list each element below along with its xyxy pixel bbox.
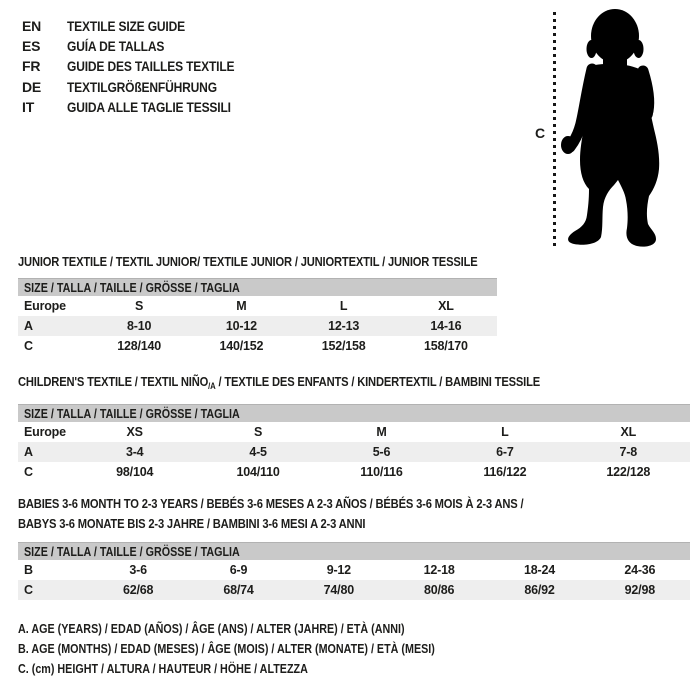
table-row-b xyxy=(18,560,690,580)
size-value-cell: 80/86 xyxy=(424,583,455,597)
size-value-cell: 24-36 xyxy=(624,563,656,577)
size-value-cell: 18-24 xyxy=(523,563,555,577)
size-header-bar xyxy=(18,404,690,422)
babies-size-table xyxy=(18,542,690,600)
language-code: DE xyxy=(22,78,42,95)
language-row xyxy=(22,36,262,56)
babies-section-title xyxy=(18,494,606,533)
language-row xyxy=(22,77,262,97)
size-header-label: SIZE / TALLA / TAILLE / GRÖSSE / TAGLIA xyxy=(24,280,240,295)
table-row-c xyxy=(18,462,690,482)
size-value-cell: 12-18 xyxy=(423,563,455,577)
size-value-cell: 62/68 xyxy=(123,583,154,597)
language-label: TEXTILGRÖßENFÜHRUNG xyxy=(67,78,217,95)
size-value-cell: 12-13 xyxy=(328,319,360,333)
size-header-label: SIZE / TALLA / TAILLE / GRÖSSE / TAGLIA xyxy=(24,406,240,421)
size-value-cell: L xyxy=(501,425,509,439)
size-value-cell: XL xyxy=(620,425,637,439)
size-value-cell: S xyxy=(135,299,144,313)
table-row-a xyxy=(18,316,497,336)
footnote-c-text: C. (cm) HEIGHT / ALTURA / HAUTEUR / HÖHE / ALTEZZA xyxy=(18,662,308,676)
size-value-cell: 116/122 xyxy=(483,465,527,479)
size-value-cell: 9-12 xyxy=(326,563,351,577)
children-title-post: / TEXTILE DES ENFANTS / KINDERTEXTIL / BAMBINI TESSILE xyxy=(215,374,541,389)
size-value-cell: 140/152 xyxy=(219,339,264,353)
language-code: ES xyxy=(22,38,41,55)
size-value-cell: 3-4 xyxy=(125,445,144,459)
size-value-cell: M xyxy=(376,425,387,439)
table-row-a xyxy=(18,442,690,462)
footnote-a-text: A. AGE (YEARS) / EDAD (AÑOS) / ÂGE (ANS) / ALTER (JAHRE) / ETÀ (ANNI) xyxy=(18,622,405,636)
toddler-silhouette-image xyxy=(555,5,700,250)
children-title-pre: CHILDREN'S TEXTILE / TEXTIL NIÑO xyxy=(18,374,209,389)
size-header-label: SIZE / TALLA / TAILLE / GRÖSSE / TAGLIA xyxy=(24,544,240,559)
size-value-cell: 158/170 xyxy=(423,339,468,353)
size-header-bar xyxy=(18,542,690,560)
size-value-cell: 104/110 xyxy=(236,465,280,479)
children-section-title-text xyxy=(18,372,540,394)
size-value-cell: 10-12 xyxy=(225,319,257,333)
babies-title-line1: BABIES 3-6 MONTH TO 2-3 YEARS / BEBÉS 3-6 MESES A 2-3 AÑOS / BÉBÉS 3-6 MOIS À 2-3 ANS / xyxy=(18,496,524,511)
junior-section-title xyxy=(18,252,552,272)
language-row xyxy=(22,56,262,76)
junior-section-title-text: JUNIOR TEXTILE / TEXTIL JUNIOR/ TEXTILE JUNIOR / JUNIORTEXTIL / JUNIOR TESSILE xyxy=(18,254,478,269)
row-label-cell: C xyxy=(24,339,33,353)
table-row-europe xyxy=(18,422,690,442)
size-value-cell: M xyxy=(236,299,247,313)
size-value-cell: 14-16 xyxy=(430,319,462,333)
size-value-cell: 68/74 xyxy=(223,583,254,597)
footnote-a xyxy=(18,622,503,642)
size-value-cell: 92/98 xyxy=(624,583,655,597)
size-value-cell: 110/116 xyxy=(360,465,403,479)
language-label: GUIDA ALLE TAGLIE TESSILI xyxy=(67,98,231,115)
size-value-cell: 7-8 xyxy=(619,445,638,459)
measure-c-label: C xyxy=(535,125,546,141)
language-code: FR xyxy=(22,58,41,75)
footnote-c xyxy=(18,662,503,682)
size-value-cell: 86/92 xyxy=(524,583,555,597)
babies-title-line2: BABYS 3-6 MONATE BIS 2-3 JAHRE / BAMBINI 3-6 MESI A 2-3 ANNI xyxy=(18,515,366,531)
language-row xyxy=(22,97,262,117)
row-label-cell: B xyxy=(24,563,33,577)
size-value-cell: 98/104 xyxy=(116,465,154,479)
size-value-cell: XL xyxy=(438,299,454,313)
junior-size-table xyxy=(18,278,497,356)
children-title-sub: /A xyxy=(208,381,216,391)
children-size-table xyxy=(18,404,690,482)
row-label-cell: C xyxy=(24,465,33,479)
language-row xyxy=(22,16,262,36)
row-label-cell: A xyxy=(24,319,33,333)
footnote-b xyxy=(18,642,503,662)
footnote-legend xyxy=(18,622,503,682)
language-code: IT xyxy=(22,98,35,115)
babies-size-grid xyxy=(18,560,690,600)
table-row-europe xyxy=(18,296,497,316)
size-value-cell: 5-6 xyxy=(372,445,391,459)
size-value-cell: 6-7 xyxy=(496,445,514,459)
table-row-c xyxy=(18,580,690,600)
children-size-grid xyxy=(18,422,690,482)
size-value-cell: S xyxy=(254,425,263,439)
size-value-cell: 3-6 xyxy=(129,563,147,577)
size-header-bar xyxy=(18,278,497,296)
size-value-cell: 122/128 xyxy=(606,465,651,479)
language-label: TEXTILE SIZE GUIDE xyxy=(67,18,185,35)
row-label-cell: Europe xyxy=(24,299,66,313)
language-list xyxy=(22,16,262,117)
size-value-cell: XS xyxy=(126,425,143,439)
language-label: GUÍA DE TALLAS xyxy=(67,38,165,55)
size-value-cell: L xyxy=(339,299,348,313)
toddler-silhouette xyxy=(561,9,659,247)
size-value-cell: 152/158 xyxy=(321,339,366,353)
table-row-c xyxy=(18,336,497,356)
size-value-cell: 6-9 xyxy=(229,563,248,577)
size-value-cell: 74/80 xyxy=(323,583,354,597)
row-label-cell: Europe xyxy=(24,425,66,439)
language-code: EN xyxy=(22,18,42,35)
children-section-title xyxy=(18,372,625,394)
size-value-cell: 128/140 xyxy=(117,339,162,353)
row-label-cell: C xyxy=(24,583,33,597)
language-label: GUIDE DES TAILLES TEXTILE xyxy=(67,58,235,75)
size-value-cell: 8-10 xyxy=(127,319,152,333)
footnote-b-text: B. AGE (MONTHS) / EDAD (MESES) / ÂGE (MOIS) / ALTER (MONATE) / ETÀ (MESI) xyxy=(18,642,435,656)
row-label-cell: A xyxy=(24,445,33,459)
size-value-cell: 4-5 xyxy=(249,445,267,459)
junior-size-grid xyxy=(18,296,497,356)
